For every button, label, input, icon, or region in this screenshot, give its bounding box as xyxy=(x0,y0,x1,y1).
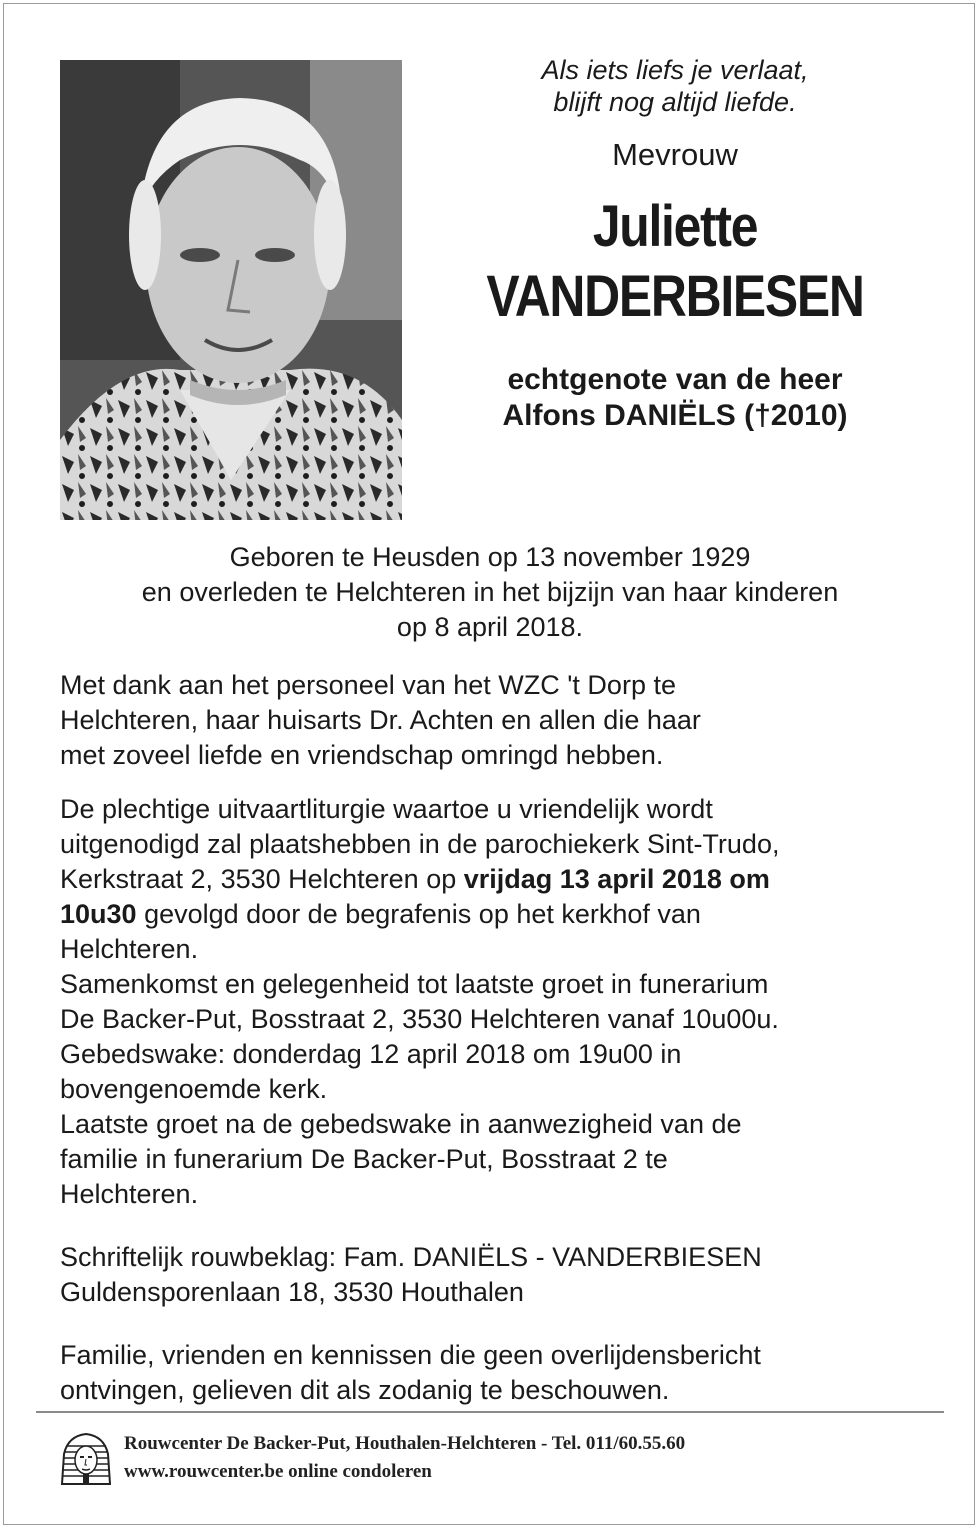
text-line: op 8 april 2018. xyxy=(396,612,584,642)
text-line: Schriftelijk rouwbeklag: Fam. DANIËLS - VANDERBIESEN xyxy=(60,1242,762,1272)
text-line: De Backer-Put, Bosstraat 2, 3530 Helchteren vanaf 10u00u. xyxy=(60,1004,779,1034)
text-line: met zoveel liefde en vriendschap omringd hebben. xyxy=(60,740,664,770)
first-name: Juliette xyxy=(592,194,758,259)
text-line: Kerkstraat 2, 3530 Helchteren op xyxy=(60,864,464,894)
motto-line: Als iets liefs je verlaat, xyxy=(541,55,809,85)
text-line: Gebedswake: donderdag 12 april 2018 om 19u00 in xyxy=(60,1039,682,1069)
spouse-line: echtgenote van de heer xyxy=(507,363,843,396)
text-line: bovengenoemde kerk. xyxy=(60,1074,328,1104)
service-time: 10u30 xyxy=(60,899,137,929)
text-line: ontvingen, gelieven dit als zodanig te beschouwen. xyxy=(60,1375,670,1405)
last-name: VANDERBIESEN xyxy=(486,264,864,329)
birth-death-info xyxy=(60,540,920,645)
spouse-info xyxy=(430,362,920,434)
notice-paragraph xyxy=(60,1338,920,1408)
text-line: Helchteren. xyxy=(60,1179,199,1209)
text-line: Helchteren. xyxy=(60,934,199,964)
text-line: uitgenodigd zal plaatshebben in de parochiekerk Sint-Trudo, xyxy=(60,829,780,859)
deceased-name xyxy=(464,192,885,332)
funeral-paragraph xyxy=(60,792,920,1212)
pharaoh-logo-icon xyxy=(60,1432,112,1488)
service-date: vrijdag 13 april 2018 om xyxy=(463,864,770,894)
divider xyxy=(36,1411,944,1413)
spouse-line: Alfons DANIËLS (†2010) xyxy=(502,399,848,432)
text-line: Met dank aan het personeel van het WZC 't Dorp te xyxy=(60,670,676,700)
footer-text xyxy=(124,1430,685,1486)
text-line: De plechtige uitvaartliturgie waartoe u vriendelijk wordt xyxy=(60,794,713,824)
text-line: familie in funerarium De Backer-Put, Bosstraat 2 te xyxy=(60,1144,668,1174)
thanks-paragraph xyxy=(60,668,920,773)
text-line: en overleden te Helchteren in het bijzijn van haar kinderen xyxy=(141,577,839,607)
text-line: Geboren te Heusden op 13 november 1929 xyxy=(229,542,751,572)
text-line: Samenkomst en gelegenheid tot laatste groet in funerarium xyxy=(60,969,769,999)
text-line: Helchteren, haar huisarts Dr. Achten en allen die haar xyxy=(60,705,701,735)
website-link[interactable]: www.rouwcenter.be online condoleren xyxy=(124,1461,432,1482)
funeral-home-contact: Rouwcenter De Backer-Put, Houthalen-Helchteren - Tel. 011/60.55.60 xyxy=(124,1433,686,1454)
motto xyxy=(430,54,920,118)
condolence-address xyxy=(60,1240,920,1310)
text-line: Guldensporenlaan 18, 3530 Houthalen xyxy=(60,1277,524,1307)
motto-line: blijft nog altijd liefde. xyxy=(553,87,797,117)
text-line: gevolgd door de begrafenis op het kerkhof van xyxy=(136,899,701,929)
footer xyxy=(60,1428,920,1488)
text-line: Laatste groet na de gebedswake in aanwezigheid van de xyxy=(60,1109,742,1139)
honorific: Mevrouw xyxy=(612,137,738,172)
portrait-photo xyxy=(60,60,402,520)
header-block xyxy=(430,54,920,434)
text-line: Familie, vrienden en kennissen die geen overlijdensbericht xyxy=(60,1340,761,1370)
